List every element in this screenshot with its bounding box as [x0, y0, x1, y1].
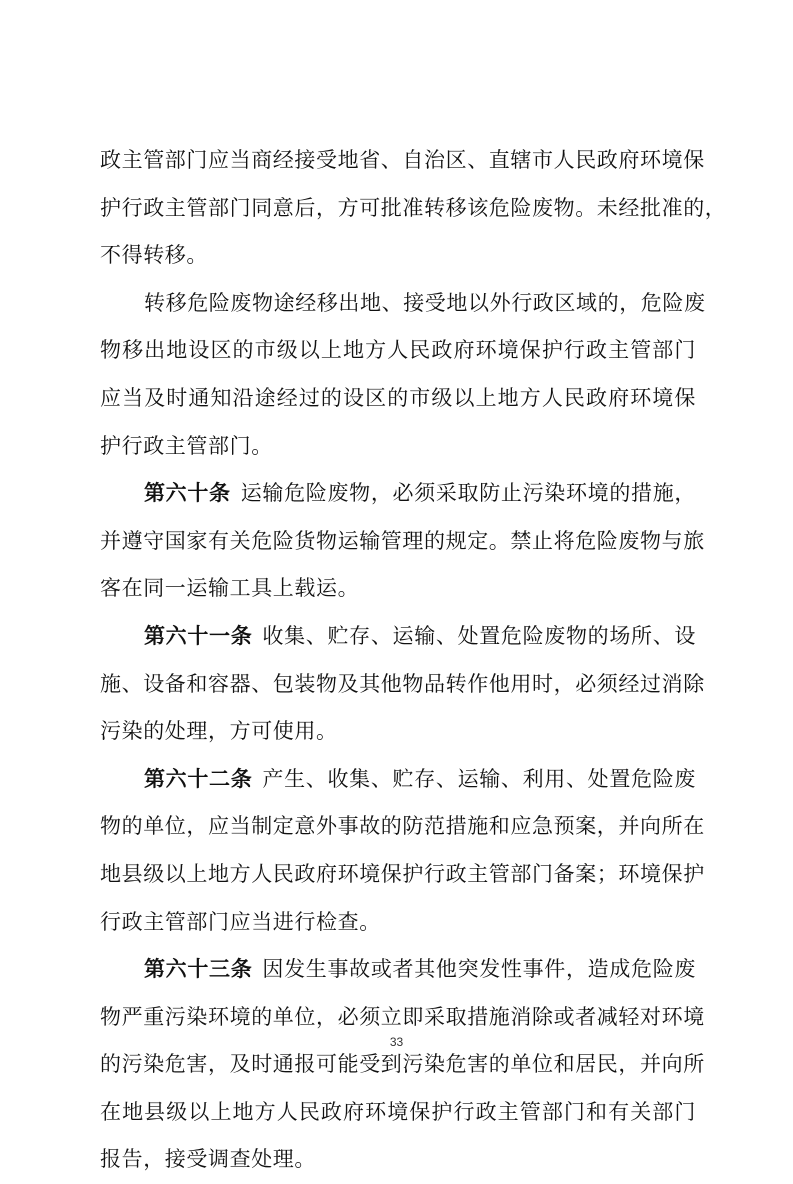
- line-text: 地县级以上地方人民政府环境保护行政主管部门备案；环境保护: [100, 861, 705, 886]
- line-text: 的污染危害，及时通报可能受到污染危害的单位和居民，并向所: [100, 1052, 705, 1077]
- article-number: 第六十三条: [144, 957, 253, 982]
- line-text: 运输危险废物，必须采取防止污染环境的措施，: [240, 481, 696, 506]
- text-line: [100, 708, 696, 756]
- text-line: [100, 1136, 696, 1184]
- line-text: 报告，接受调查处理。: [100, 1147, 316, 1172]
- line-text: 收集、贮存、运输、处置危险废物的场所、设: [262, 623, 697, 648]
- line-text: 物严重污染环境的单位，必须立即采取措施消除或者减轻对环境: [100, 1004, 705, 1029]
- text-line: [100, 946, 696, 994]
- article-number: 第六十条: [144, 481, 231, 506]
- text-line: [100, 185, 727, 233]
- text-line: [100, 1089, 696, 1137]
- line-text: 产生、收集、贮存、运输、利用、处置危险废: [262, 766, 697, 791]
- line-text: 护行政主管部门。: [100, 433, 273, 458]
- text-line: [100, 756, 696, 804]
- article-number: 第六十二条: [144, 766, 253, 791]
- body-text: [100, 137, 727, 1184]
- text-line: [100, 137, 705, 185]
- text-line: [100, 423, 696, 471]
- line-text: 护行政主管部门同意后，方可批准转移该危险废物。未经批准的，: [100, 195, 727, 220]
- paragraph: [100, 470, 705, 613]
- text-line: [100, 470, 696, 518]
- paragraph: [100, 946, 705, 1184]
- text-line: [100, 803, 705, 851]
- line-text: 政主管部门应当商经接受地省、自治区、直辖市人民政府环境保: [100, 148, 705, 172]
- line-text: 客在同一运输工具上载运。: [100, 576, 360, 601]
- text-line: [100, 661, 705, 709]
- line-text: 物的单位，应当制定意外事故的防范措施和应急预案，并向所在: [100, 814, 705, 839]
- line-text: 不得转移。: [100, 243, 208, 268]
- line-text: 物移出地设区的市级以上地方人民政府环境保护行政主管部门: [100, 338, 696, 363]
- text-line: [100, 518, 705, 566]
- page-number: 33: [389, 1035, 404, 1049]
- line-text: 行政主管部门应当进行检查。: [100, 909, 381, 934]
- text-line: [100, 375, 696, 423]
- paragraph: [100, 280, 706, 470]
- text-line: [100, 899, 696, 947]
- article-number: 第六十一条: [144, 623, 253, 648]
- paragraph: [100, 756, 705, 946]
- line-text: 施、设备和容器、包装物及其他物品转作他用时，必须经过消除: [100, 671, 705, 696]
- text-line: [100, 851, 705, 899]
- line-text: 并遵守国家有关危险货物运输管理的规定。禁止将危险废物与旅: [100, 528, 705, 553]
- text-line: [100, 565, 696, 613]
- paragraph: [100, 137, 727, 280]
- line-text: 污染的处理，方可使用。: [100, 719, 338, 744]
- line-text: 转移危险废物途经移出地、接受地以外行政区域的，危险废: [144, 290, 706, 315]
- text-line: [100, 280, 706, 328]
- text-line: [100, 613, 696, 661]
- line-text: 应当及时通知沿途经过的设区的市级以上地方人民政府环境保: [100, 385, 696, 410]
- text-line: [100, 327, 696, 375]
- line-text: 因发生事故或者其他突发性事件，造成危险废: [262, 957, 697, 982]
- paragraph: [100, 613, 705, 756]
- text-line: [100, 232, 696, 280]
- line-text: 在地县级以上地方人民政府环境保护行政主管部门和有关部门: [100, 1099, 696, 1124]
